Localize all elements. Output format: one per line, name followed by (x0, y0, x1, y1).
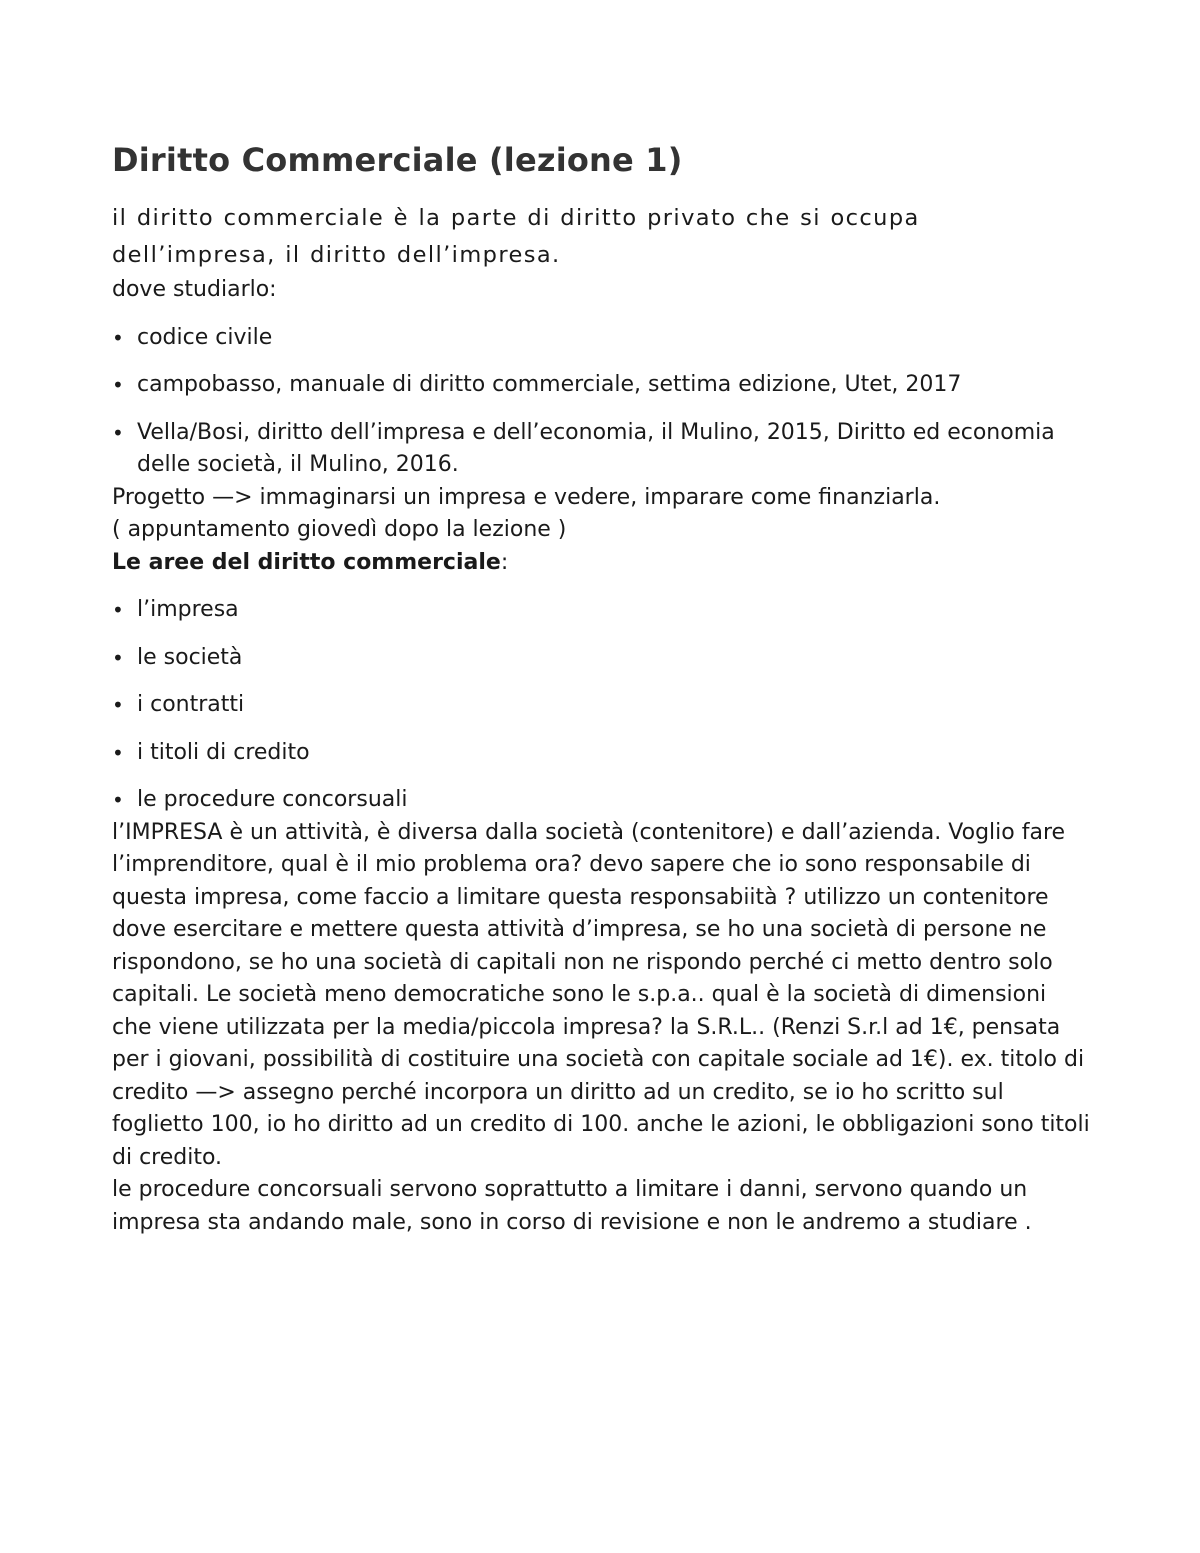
bullet-icon: • (112, 788, 124, 812)
page-title: Diritto Commerciale (lezione 1) (112, 141, 683, 179)
list-item-text: Vella/Bosi, diritto dell’impresa e dell’economia, il Mulino, 2015, Diritto ed economia delle società, il Mulino, 2016. (137, 419, 1055, 477)
areas-heading-colon: : (500, 549, 509, 575)
bullet-icon: • (112, 645, 124, 670)
list-item-text: le società (137, 644, 243, 670)
list-item (112, 784, 1092, 817)
bullet-icon: • (112, 693, 124, 717)
list-item (112, 689, 1092, 722)
project-note (112, 482, 1092, 547)
list-item (112, 417, 1092, 482)
bullet-icon: • (112, 740, 124, 765)
list-item-text: i titoli di credito (137, 739, 310, 765)
list-item-text: i contratti (137, 692, 245, 717)
project-appointment: ( appuntamento giovedì dopo la lezione ) (112, 517, 567, 542)
list-item-text: campobasso, manuale di diritto commerciale, settima edizione, Utet, 2017 (137, 372, 962, 397)
bullet-icon: • (112, 420, 124, 445)
list-item (112, 369, 1092, 402)
document-page (112, 138, 1092, 1239)
bullet-icon: • (112, 598, 124, 622)
intro-paragraph: il diritto commerciale è la parte di diritto privato che si occupa dell’impresa, il diritto dell’impresa. (112, 205, 920, 268)
bullet-icon: • (112, 325, 124, 350)
bullet-icon: • (112, 373, 124, 397)
list-item (112, 594, 1092, 627)
impresa-paragraph: l’IMPRESA è un attività, è diversa dalla società (contenitore) e dall’azienda. Voglio fare l’imprenditore, qual è il mio problema ora? devo sapere che io sono responsabile di questa impresa, come faccio a limitare questa responsabiità ? utilizzo un contenitore dove esercitare e mettere questa attività d’impresa, se ho una società di persone ne rispondono, se ho una società di capitali non ne rispondo perché ci metto dentro solo capitali. Le società meno democratiche sono le s.p.a.. qual è la società di dimensioni che viene utilizzata per la media/piccola impresa? la S.R.L.. (Renzi S.r.l ad 1€, pensata per i giovani, possibilità di costituire una società con capitale sociale ad 1€). ex. titolo di credito —> assegno perché incorpora un diritto ad un credito, se io ho scritto sul foglietto 100, io ho diritto ad un credito di 100. anche le azioni, le obbligazioni sono titoli di credito. (112, 819, 1090, 1170)
sources-list (112, 322, 1092, 482)
list-item-text: le procedure concorsuali (137, 787, 408, 812)
list-item-text: l’impresa (137, 597, 239, 622)
areas-list (112, 594, 1092, 817)
list-item (112, 322, 1092, 355)
where-to-study-label: dove studiarlo: (112, 277, 277, 302)
list-item (112, 642, 1092, 675)
project-line: Progetto —> immaginarsi un impresa e vedere, imparare come finanziarla. (112, 484, 941, 510)
areas-heading (112, 547, 1092, 580)
procedure-paragraph: le procedure concorsuali servono soprattutto a limitare i danni, servono quando un impresa sta andando male, sono in corso di revisione e non le andremo a studiare . (112, 1177, 1032, 1235)
list-item-text: codice civile (137, 324, 273, 350)
areas-heading-text: Le aree del diritto commerciale (112, 549, 501, 575)
list-item (112, 737, 1092, 770)
